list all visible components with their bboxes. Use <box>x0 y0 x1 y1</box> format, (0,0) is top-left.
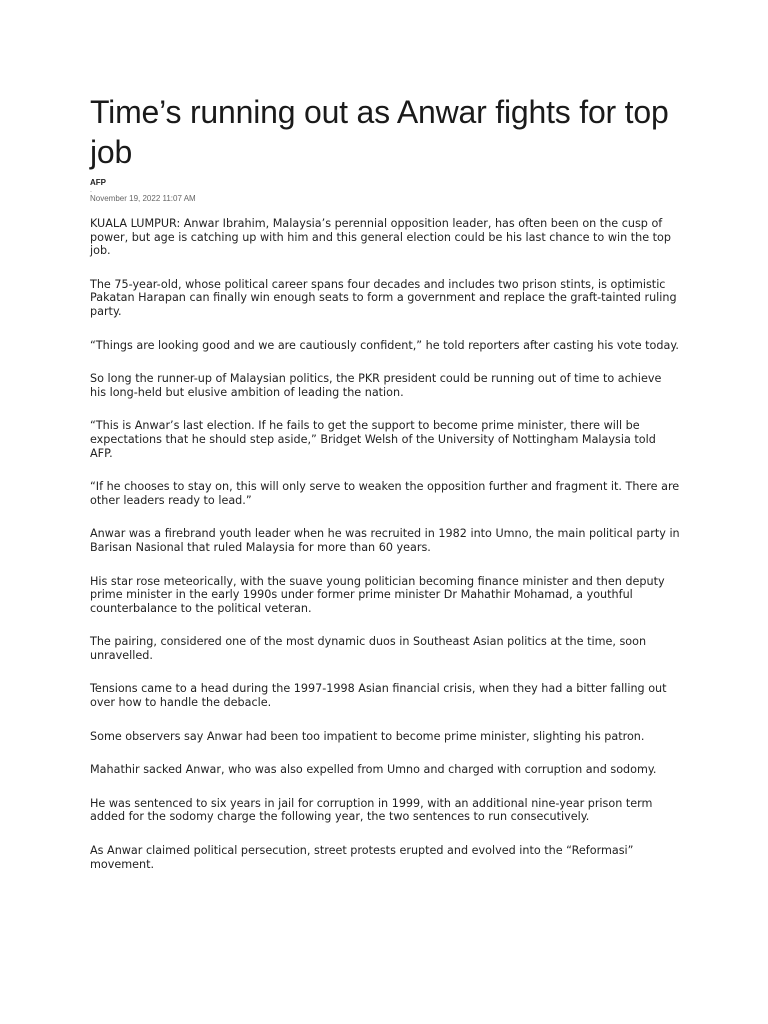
article-paragraph: Tensions came to a head during the 1997-1998 Asian financial crisis, when they had a bitter falling out over how to handle the debacle. <box>90 682 667 710</box>
article-body <box>90 217 680 871</box>
byline-separator: . <box>90 188 92 194</box>
article-paragraph: “Things are looking good and we are cautiously confident,” he told reporters after casting his vote today. <box>90 338 679 352</box>
article-paragraph: So long the runner-up of Malaysian politics, the PKR president could be running out of time to achieve his long-held but elusive ambition of leading the nation. <box>90 372 662 399</box>
article-paragraph: “This is Anwar’s last election. If he fails to get the support to become prime minister, there will be expectations that he should step aside,” Bridget Welsh of the University of Nottingham Malaysia told AFP. <box>90 419 656 460</box>
article-date: November 19, 2022 11:07 AM <box>90 194 196 203</box>
article-paragraph: The pairing, considered one of the most dynamic duos in Southeast Asian politics at the time, soon unravelled. <box>90 635 647 662</box>
article <box>90 92 680 891</box>
article-paragraph: His star rose meteorically, with the suave young politician becoming finance minister and then deputy prime minister in the early 1990s under former prime minister Dr Mahathir Mohamad, a youthful counterbalance to the political veteran. <box>90 574 665 615</box>
article-paragraph: Anwar was a firebrand youth leader when he was recruited in 1982 into Umno, the main political party in Barisan Nasional that ruled Malaysia for more than 60 years. <box>90 527 680 554</box>
article-paragraph: The 75-year-old, whose political career spans four decades and includes two prison stints, is optimistic Pakatan Harapan can finally win enough seats to form a government and replace the graft-tainted ruling party. <box>90 277 677 318</box>
article-paragraph: He was sentenced to six years in jail for corruption in 1999, with an additional nine-year prison term added for the sodomy charge the following year, the two sentences to run consecutively. <box>90 796 653 824</box>
article-paragraph: As Anwar claimed political persecution, street protests erupted and evolved into the “Reformasi” movement. <box>90 844 634 871</box>
article-headline: Time’s running out as Anwar fights for top job <box>90 94 669 170</box>
article-paragraph: Mahathir sacked Anwar, who was also expelled from Umno and charged with corruption and sodomy. <box>90 763 657 777</box>
article-paragraph: “If he chooses to stay on, this will only serve to weaken the opposition further and fragment it. There are other leaders ready to lead.” <box>90 480 680 507</box>
article-byline: AFP <box>90 178 106 187</box>
article-paragraph: Some observers say Anwar had been too impatient to become prime minister, slighting his patron. <box>90 729 645 743</box>
article-paragraph: KUALA LUMPUR: Anwar Ibrahim, Malaysia’s perennial opposition leader, has often been on the cusp of power, but age is catching up with him and this general election could be his last chance to win the top job. <box>90 217 671 258</box>
